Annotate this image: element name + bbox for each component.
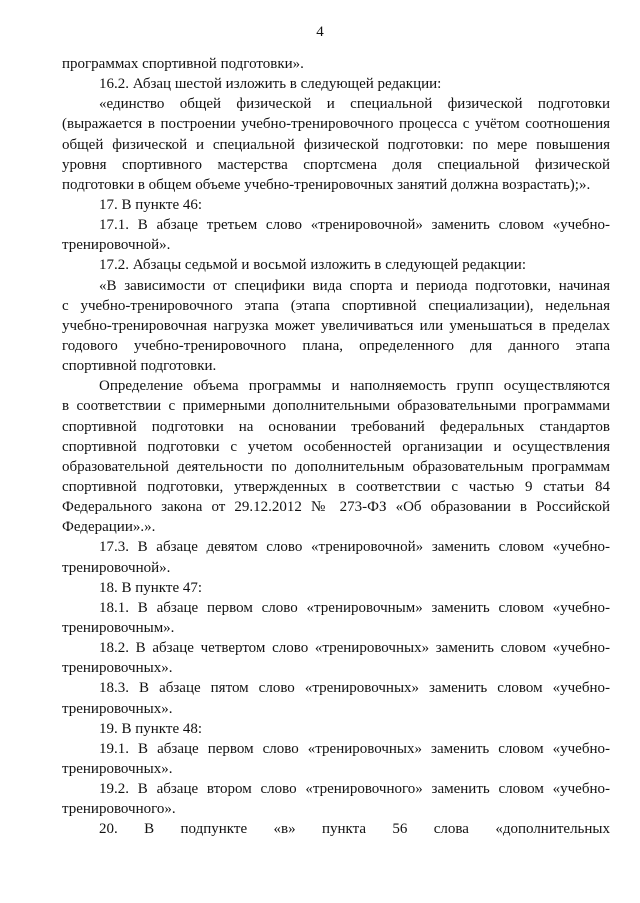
text-line: подготовки в общем объеме учебно-тренировочных занятий должна возрастать);». [62, 176, 591, 193]
text-line: тренировочным». [62, 619, 175, 636]
text-line: (выражается в построении учебно-тренировочного процесса с учётом соотношения [62, 116, 610, 133]
text-line: уровня спортивного мастерства спортсмена доля специальной физической [62, 156, 610, 173]
text-line: Федерального закона от 29.12.2012 № 273-ФЗ «Об образовании в Российской [62, 499, 610, 516]
text-line: тренировочных». [62, 660, 173, 677]
text-line: тренировочной». [62, 559, 171, 576]
text-line: 18. В пункте 47: [99, 579, 203, 596]
text-line: в соответствии с примерными дополнительными образовательными программами [62, 398, 610, 415]
text-line: Федерации».». [62, 519, 156, 536]
text-line: 17.3. В абзаце девятом слово «тренировочной» заменить словом «учебно- [99, 539, 610, 556]
text-line: образовательной деятельности по дополнительным образовательным программам [62, 458, 610, 475]
text-line: спортивной подготовки, утвержденных в соответствии с частью 9 статьи 84 [62, 478, 610, 495]
text-line: тренировочного». [62, 801, 176, 818]
document-body [62, 54, 610, 839]
text-line: общей физической и специальной физической подготовки: по мере повышения [62, 136, 610, 153]
text-line: 20. В подпункте «в» пункта 56 слова «дополнительных [99, 821, 610, 838]
text-line: спортивной подготовки. [62, 358, 217, 375]
text-line: 17. В пункте 46: [99, 196, 203, 213]
text-line: спортивной подготовки на основании требований федеральных стандартов [62, 418, 610, 435]
text-line: спортивной подготовки с учетом особенностей организации и осуществления [62, 438, 610, 455]
text-line: учебно-тренировочная нагрузка может увеличиваться или уменьшаться в пределах [62, 317, 610, 334]
text-line: «В зависимости от специфики вида спорта и периода подготовки, начиная [99, 277, 610, 294]
text-line: Определение объема программы и наполняемость групп осуществляются [99, 378, 610, 395]
text-line: 19.2. В абзаце втором слово «тренировочного» заменить словом «учебно- [99, 781, 610, 798]
page-number: 4 [316, 24, 324, 40]
text-line: 18.2. В абзаце четвертом слово «тренировочных» заменить словом «учебно- [99, 640, 610, 657]
text-line: 17.1. В абзаце третьем слово «тренировочной» заменить словом «учебно- [99, 217, 610, 234]
text-line: годового учебно-тренировочного плана, определенного для данного этапа [62, 337, 610, 354]
text-line: тренировочной». [62, 237, 171, 254]
text-line: программах спортивной подготовки». [62, 56, 304, 72]
text-line: 19.1. В абзаце первом слово «тренировочных» заменить словом «учебно- [99, 740, 610, 757]
text-line: 18.1. В абзаце первом слово «тренировочным» заменить словом «учебно- [99, 599, 610, 616]
text-line: 16.2. Абзац шестой изложить в следующей редакции: [99, 76, 442, 93]
text-line: 18.3. В абзаце пятом слово «тренировочных» заменить словом «учебно- [99, 680, 610, 697]
text-line: 17.2. Абзацы седьмой и восьмой изложить в следующей редакции: [99, 257, 526, 274]
text-line: «единство общей физической и специальной физической подготовки [99, 96, 610, 113]
text-line: 19. В пункте 48: [99, 720, 203, 737]
text-line: тренировочных». [62, 700, 173, 717]
text-line: тренировочных». [62, 760, 173, 777]
text-line: с учебно-тренировочного этапа (этапа спортивной специализации), недельная [62, 297, 610, 314]
